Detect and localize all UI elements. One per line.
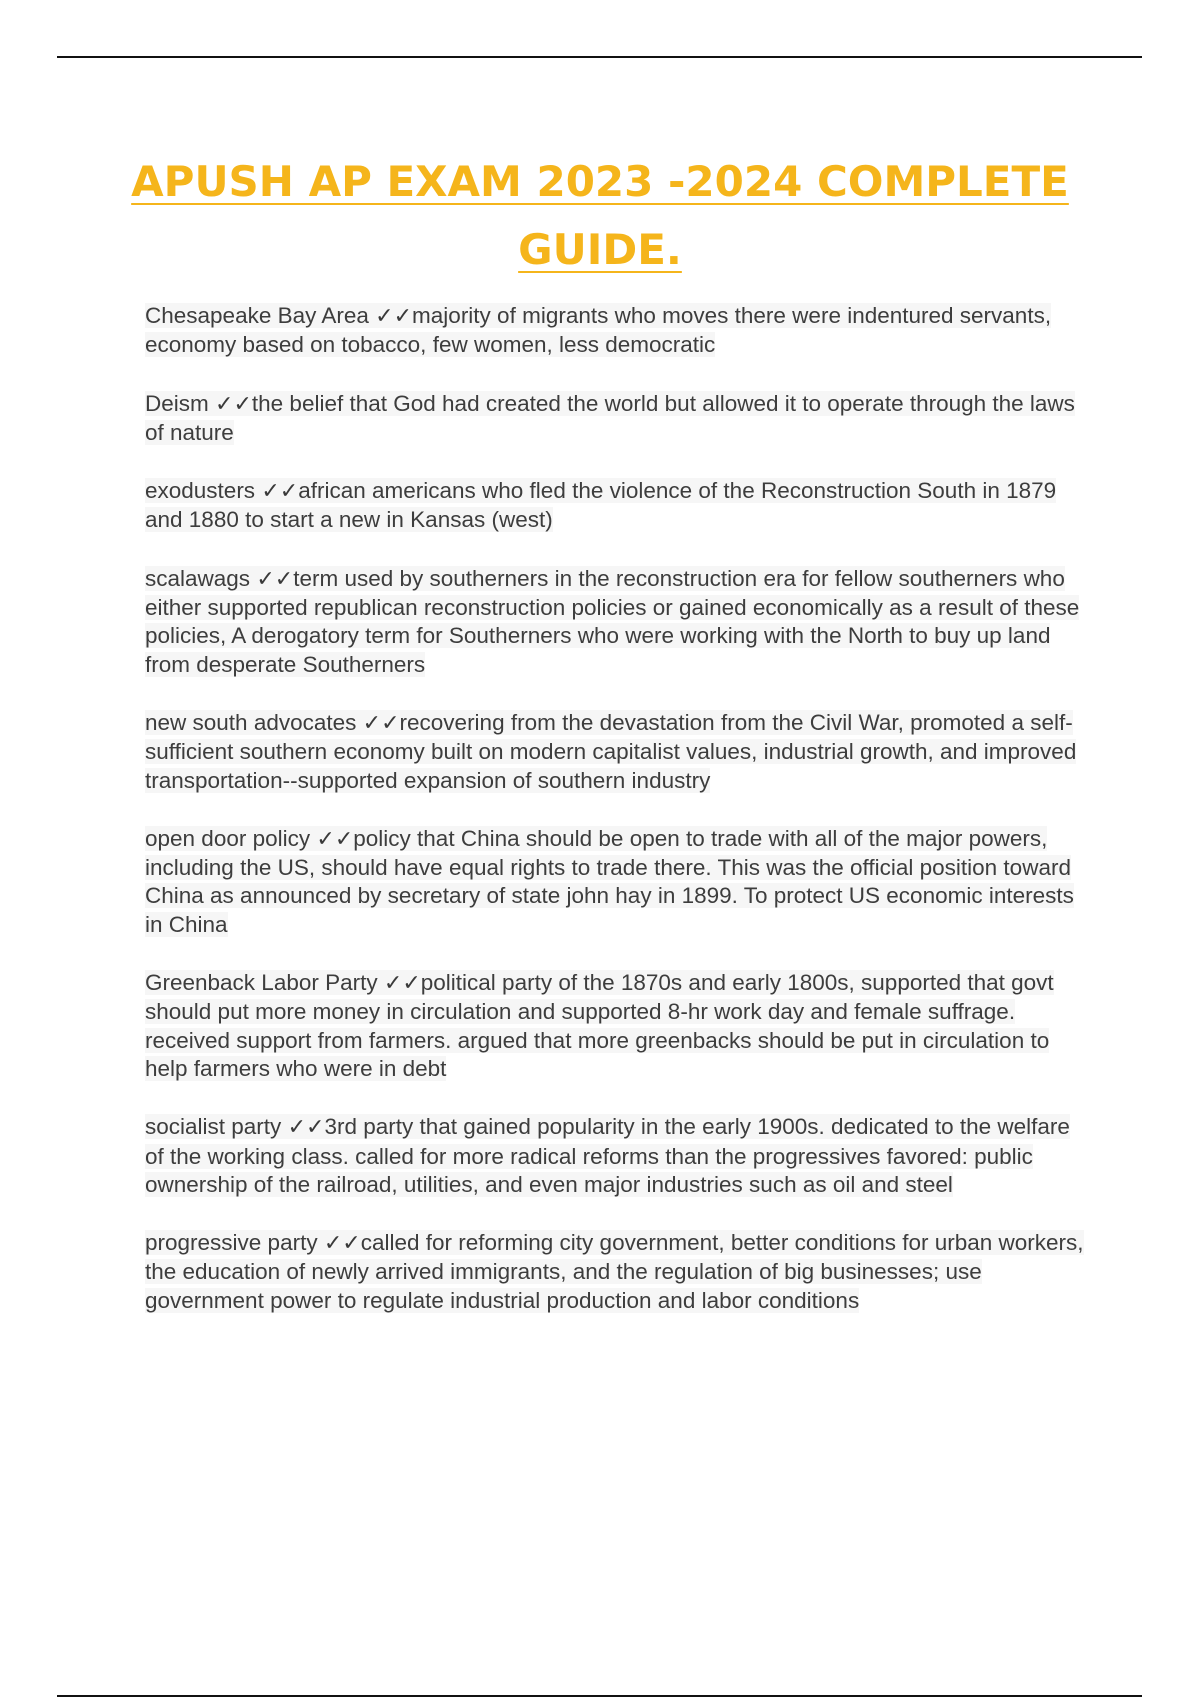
entry-term: Greenback Labor Party — [145, 970, 378, 996]
entry-scalawags — [145, 565, 1090, 679]
title-text: APUSH AP EXAM 2023 -2024 COMPLETE GUIDE. — [131, 157, 1069, 274]
entry-chesapeake-bay-area — [145, 302, 1090, 360]
entry-term: Chesapeake Bay Area — [145, 303, 369, 328]
entry-definition: called for reforming city government, better conditions for urban workers, the education of newly arrived immigrants, and the regulation of big businesses; use government power to regulate industrial production and labor conditions — [145, 1230, 1084, 1313]
entry-progressive-party — [145, 1229, 1090, 1315]
entry-term: progressive party — [145, 1230, 318, 1256]
entry-definition: term used by southerners in the reconstruction era for fellow southerners who either supported republican reconstruction policies or gained economically as a result of these policies, A derogatory term for Southerners who were working with the North to buy up land from desperate Southerners — [145, 565, 1080, 677]
double-check-icon: ✓✓ — [215, 391, 252, 417]
entry-term: Deism — [145, 390, 209, 416]
entry-deism — [145, 390, 1090, 448]
double-check-icon: ✓✓ — [362, 710, 400, 736]
document-title — [100, 148, 1100, 284]
entry-definition: policy that China should be open to trade with all of the major powers, including the US, should have equal rights to trade there. This was the official position toward China as announced by secretary of state john hay in 1899. To protect US economic interests in China — [145, 825, 1074, 937]
double-check-icon: ✓✓ — [375, 304, 413, 329]
entry-definition: majority of migrants who moves there were indentured servants, economy based on tobacco, few women, less democratic — [145, 303, 1052, 358]
double-check-icon: ✓✓ — [316, 826, 354, 852]
entry-term: scalawags — [145, 565, 251, 591]
double-check-icon: ✓✓ — [256, 566, 294, 592]
entry-definition: african americans who fled the violence of the Reconstruction South in 1879 and 1880 to start a new in Kansas (west) — [145, 478, 1057, 533]
entry-term: exodusters — [145, 478, 256, 504]
entry-definition: recovering from the devastation from the Civil War, promoted a self-sufficient southern economy built on modern capitalist values, industrial growth, and improved transportation--supported expansion of southern industry — [145, 709, 1077, 793]
entry-greenback-labor-party — [145, 969, 1090, 1083]
entry-new-south-advocates — [145, 709, 1090, 795]
entry-exodusters — [145, 477, 1090, 535]
entry-definition: the belief that God had created the world but allowed it to operate through the laws of nature — [145, 390, 1075, 445]
entry-open-door-policy — [145, 825, 1090, 939]
double-check-icon: ✓✓ — [287, 1115, 325, 1141]
entry-term: open door policy — [145, 825, 311, 851]
entry-socialist-party — [145, 1113, 1090, 1199]
entry-definition: 3rd party that gained popularity in the early 1900s. dedicated to the welfare of the working class. called for more radical reforms than the progressives favored: public ownership of the railroad, utilities, and even major industries such as oil and steel — [145, 1114, 1070, 1197]
bottom-rule — [57, 1695, 1142, 1697]
double-check-icon: ✓✓ — [323, 1231, 361, 1257]
entry-term: new south advocates — [145, 709, 357, 735]
entry-definition: political party of the 1870s and early 1800s, supported that govt should put more money in circulation and supported 8-hr work day and female suffrage. received support from farmers. argued that more greenbacks should be put in circulation to help farmers who were in debt — [145, 970, 1054, 1081]
double-check-icon: ✓✓ — [383, 971, 421, 997]
flashcard-list — [145, 302, 1090, 1345]
entry-term: socialist party — [145, 1114, 282, 1140]
double-check-icon: ✓✓ — [261, 479, 299, 505]
top-rule — [57, 56, 1142, 58]
